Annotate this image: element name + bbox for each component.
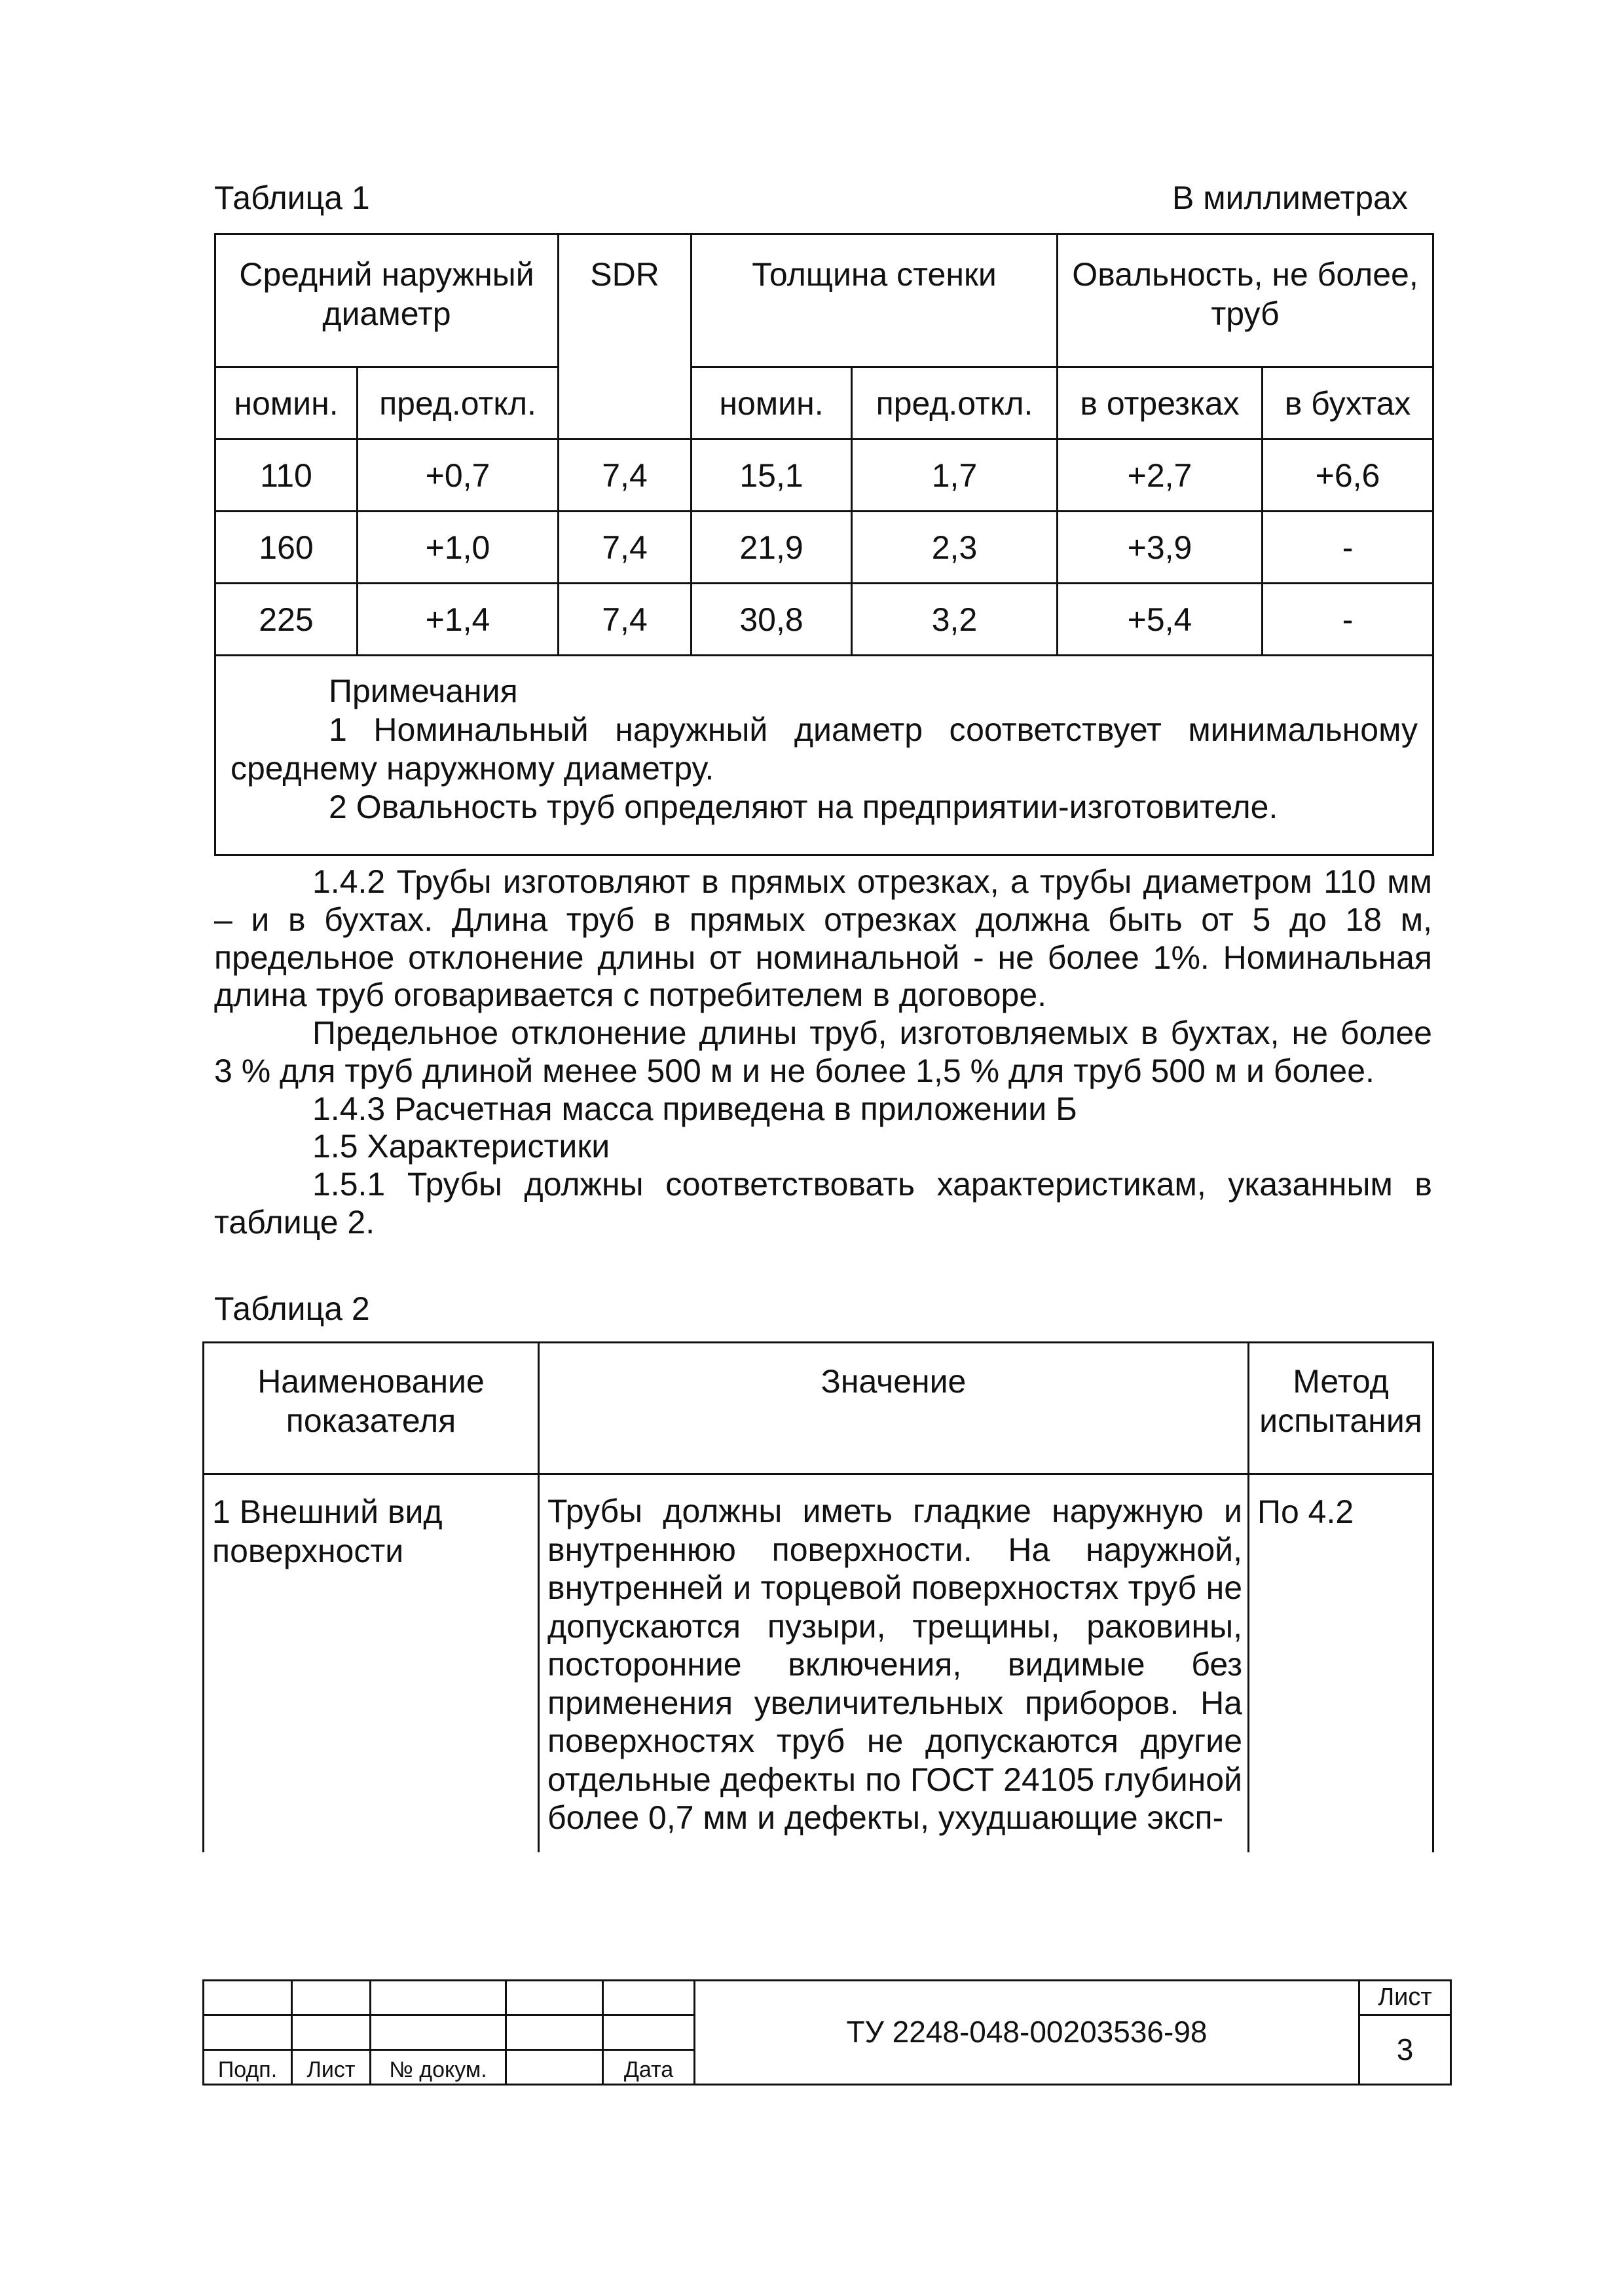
stamp-doc-no: № докум.: [371, 2050, 506, 2085]
table-row: [215, 512, 1433, 584]
table-cell: 7,4: [559, 512, 692, 584]
table-cell: -: [1263, 512, 1433, 584]
table2: [202, 1341, 1434, 1852]
notes-title: Примечания: [329, 673, 518, 709]
table-row: [215, 440, 1433, 512]
document-code: ТУ 2248-048-00203536-98: [695, 1981, 1359, 2085]
table1: [214, 233, 1434, 856]
header-value: Значение: [539, 1343, 1249, 1474]
paragraph-1-5: 1.5 Характеристики: [312, 1128, 610, 1165]
sheet-label: Лист: [1359, 1981, 1451, 2015]
note-2: 2 Овальность труб определяют на предприятии-изготовителе.: [329, 789, 1278, 825]
paragraph-1-5-1: 1.5.1 Трубы должны соответствовать характеристикам, указанным в таблице 2.: [214, 1166, 1432, 1241]
header-sdr: SDR: [559, 234, 692, 440]
table-cell: 110: [215, 440, 358, 512]
title-block: [202, 1979, 1452, 2086]
stamp-list: Лист: [292, 2050, 371, 2085]
table-cell: 7,4: [559, 584, 692, 656]
header-wall-tol: пред.откл.: [852, 367, 1058, 440]
sheet-number: 3: [1359, 2015, 1451, 2085]
header-ovality-lengths: в отрезках: [1058, 367, 1263, 440]
body-text: [214, 863, 1432, 1242]
table1-notes: [215, 656, 1433, 855]
table-row: [215, 584, 1433, 656]
table-cell: +2,7: [1058, 440, 1263, 512]
stamp-date: Дата: [603, 2050, 695, 2085]
header-diameter-nom: номин.: [215, 367, 358, 440]
table-cell: Трубы должны иметь гладкие наружную и внутреннюю поверхности. На наружной, внутренней и торцевой поверхностях труб не допускаются пузыри, трещины, раковины, посторонние включения, видимые без применения увеличительных приборов. На поверхностях труб не допускаются другие отдельные дефекты по ГОСТ 24105 глубиной более 0,7 мм и дефекты, ухудшающие эксп-: [539, 1474, 1249, 1853]
table-cell: 1,7: [852, 440, 1058, 512]
table1-units: В миллиметрах: [1172, 179, 1408, 216]
table-cell: +3,9: [1058, 512, 1263, 584]
note-1: 1 Номинальный наружный диаметр соответствует минимальному среднему наружному диаметру.: [231, 711, 1418, 787]
header-diameter-tol: пред.откл.: [358, 367, 559, 440]
table-cell: +5,4: [1058, 584, 1263, 656]
table-cell: +6,6: [1263, 440, 1433, 512]
table-row: [204, 1474, 1433, 1853]
table-cell: 1 Внешний вид поверхности: [204, 1474, 539, 1853]
header-ovality: Овальность, не более, труб: [1058, 234, 1433, 367]
table-cell: По 4.2: [1249, 1474, 1433, 1853]
table-cell: 15,1: [692, 440, 852, 512]
header-mean-diameter: Средний наружный диаметр: [215, 234, 559, 367]
header-method: Метод испытания: [1249, 1343, 1433, 1474]
table-cell: 160: [215, 512, 358, 584]
header-wall-thickness: Толщина стенки: [692, 234, 1058, 367]
table1-caption: Таблица 1: [214, 179, 370, 216]
header-name: Наименование показателя: [204, 1343, 539, 1474]
table-cell: 7,4: [559, 440, 692, 512]
table-cell: -: [1263, 584, 1433, 656]
table-cell: 225: [215, 584, 358, 656]
table-cell: 30,8: [692, 584, 852, 656]
table-cell: +1,4: [358, 584, 559, 656]
table-cell: 3,2: [852, 584, 1058, 656]
stamp-podp: Подп.: [204, 2050, 292, 2085]
table-cell: +0,7: [358, 440, 559, 512]
paragraph-length-tolerance: Предельное отклонение длины труб, изготовляемых в бухтах, не более 3 % для труб длиной менее 500 м и не более 1,5 % для труб 500 м и более.: [214, 1015, 1432, 1089]
table2-caption: Таблица 2: [214, 1290, 370, 1327]
header-ovality-coils: в бухтах: [1263, 367, 1433, 440]
paragraph-1-4-2: 1.4.2 Трубы изготовляют в прямых отрезках, а трубы диаметром 110 мм – и в бухтах. Длина труб в прямых отрезках должна быть от 5 до 18 м, предельное отклонение длины от номинальной - не более 1%. Номинальная длина труб оговаривается с потребителем в договоре.: [214, 863, 1432, 1014]
table-cell: +1,0: [358, 512, 559, 584]
header-wall-nom: номин.: [692, 367, 852, 440]
table-cell: 2,3: [852, 512, 1058, 584]
table-cell: 21,9: [692, 512, 852, 584]
paragraph-1-4-3: 1.4.3 Расчетная масса приведена в приложении Б: [312, 1090, 1077, 1127]
